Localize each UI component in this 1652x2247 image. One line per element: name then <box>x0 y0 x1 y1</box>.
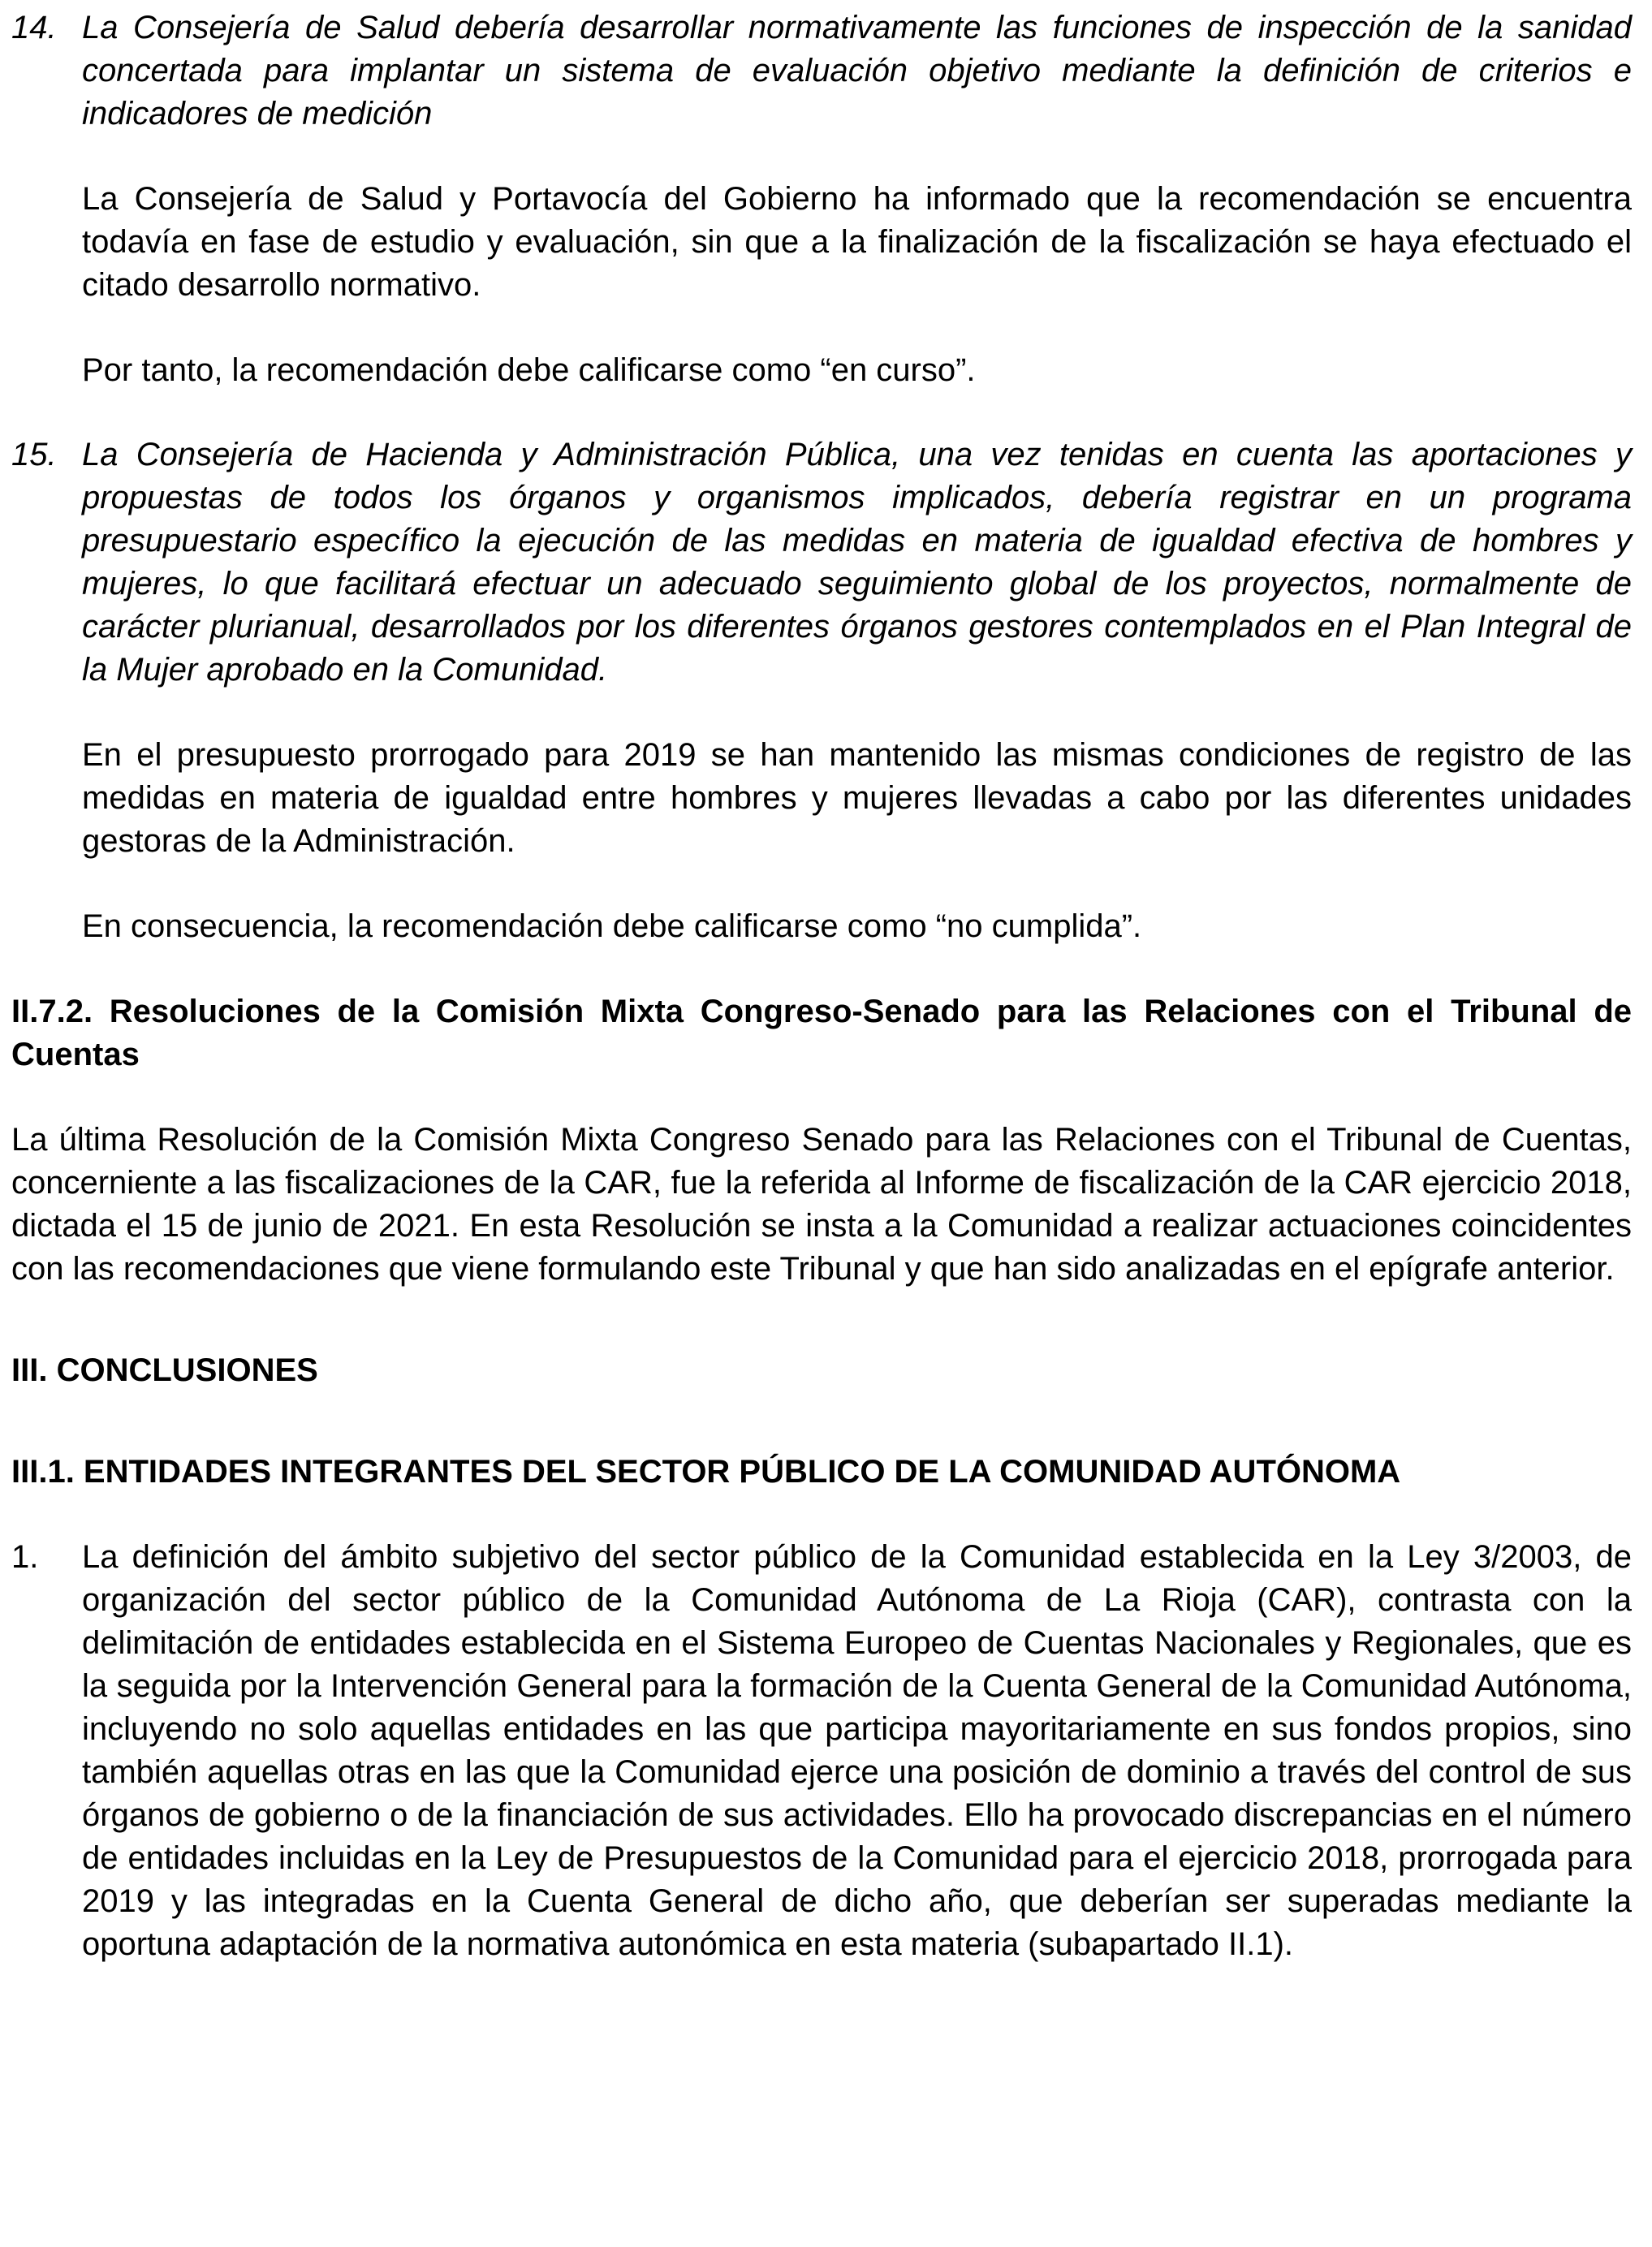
recommendation-14 <box>11 6 1632 392</box>
recommendation-body <box>82 6 1632 392</box>
recommendation-15 <box>11 433 1632 948</box>
section-heading-iii-1: III.1. ENTIDADES INTEGRANTES DEL SECTOR PÚBLICO DE LA COMUNIDAD AUTÓNOMA <box>11 1454 1401 1490</box>
recommendation-status-paragraph: La Consejería de Salud y Portavocía del Gobierno ha informado que la recomendación se encuentra todavía en fase de estudio y evaluación, sin que a la finalización de la fiscalización se haya efectuado el citado desarrollo normativo. <box>82 181 1632 303</box>
conclusion-number: 1. <box>11 1539 39 1575</box>
section-heading-iii: III. CONCLUSIONES <box>11 1352 318 1388</box>
conclusion-body <box>82 1536 1632 1966</box>
recommendation-status-paragraph: En el presupuesto prorrogado para 2019 se han mantenido las mismas condiciones de registro de las medidas en materia de igualdad entre hombres y mujeres llevadas a cabo por las diferentes unidades gestoras de la Administración. <box>82 737 1632 859</box>
conclusion-item-1 <box>11 1536 1632 1966</box>
recommendation-number: 14. <box>11 10 57 45</box>
section-heading-ii-7-2: II.7.2. Resoluciones de la Comisión Mixta Congreso-Senado para las Relaciones con el Tribunal de Cuentas <box>11 994 1632 1072</box>
recommendation-conclusion: En consecuencia, la recomendación debe calificarse como “no cumplida”. <box>82 908 1142 944</box>
recommendation-conclusion: Por tanto, la recomendación debe calificarse como “en curso”. <box>82 352 976 388</box>
recommendation-body <box>82 433 1632 948</box>
recommendation-text: La Consejería de Hacienda y Administración Pública, una vez tenidas en cuenta las aportaciones y propuestas de todos los órganos y organismos implicados, debería registrar en un programa presupuestario específico la ejecución de las medidas en materia de igualdad efectiva de hombres y mujeres, lo que facilitará efectuar un adecuado seguimiento global de los proyectos, normalmente de carácter plurianual, desarrollados por los diferentes órganos gestores contemplados en el Plan Integral de la Mujer aprobado en la Comunidad. <box>82 437 1632 688</box>
section-paragraph: La última Resolución de la Comisión Mixta Congreso Senado para las Relaciones con el Tribunal de Cuentas, concerniente a las fiscalizaciones de la CAR, fue la referida al Informe de fiscalización de la CAR ejercicio 2018, dictada el 15 de junio de 2021. En esta Resolución se insta a la Comunidad a realizar actuaciones coincidentes con las recomendaciones que viene formulando este Tribunal y que han sido analizadas en el epígrafe anterior. <box>11 1122 1632 1287</box>
conclusion-text: La definición del ámbito subjetivo del sector público de la Comunidad establecida en la Ley 3/2003, de organización del sector público de la Comunidad Autónoma de La Rioja (CAR), contrasta con la delimitación de entidades establecida en el Sistema Europeo de Cuentas Nacionales y Regionales, que es la seguida por la Intervención General para la formación de la Cuenta General de la Comunidad Autónoma, incluyendo no solo aquellas entidades en las que participa mayoritariamente en sus fondos propios, sino también aquellas otras en las que la Comunidad ejerce una posición de dominio a través del control de sus órganos de gobierno o de la financiación de sus actividades. Ello ha provocado discrepancias en el número de entidades incluidas en la Ley de Presupuestos de la Comunidad para el ejercicio 2018, prorrogada para 2019 y las integradas en la Cuenta General de dicho año, que deberían ser superadas mediante la oportuna adaptación de la normativa autonómica en esta materia (subapartado II.1). <box>82 1539 1632 1962</box>
recommendation-number: 15. <box>11 437 57 472</box>
document-page <box>11 0 1632 1966</box>
recommendation-text: La Consejería de Salud debería desarrollar normativamente las funciones de inspección de la sanidad concertada para implantar un sistema de evaluación objetivo mediante la definición de criterios e indicadores de medición <box>82 10 1632 132</box>
